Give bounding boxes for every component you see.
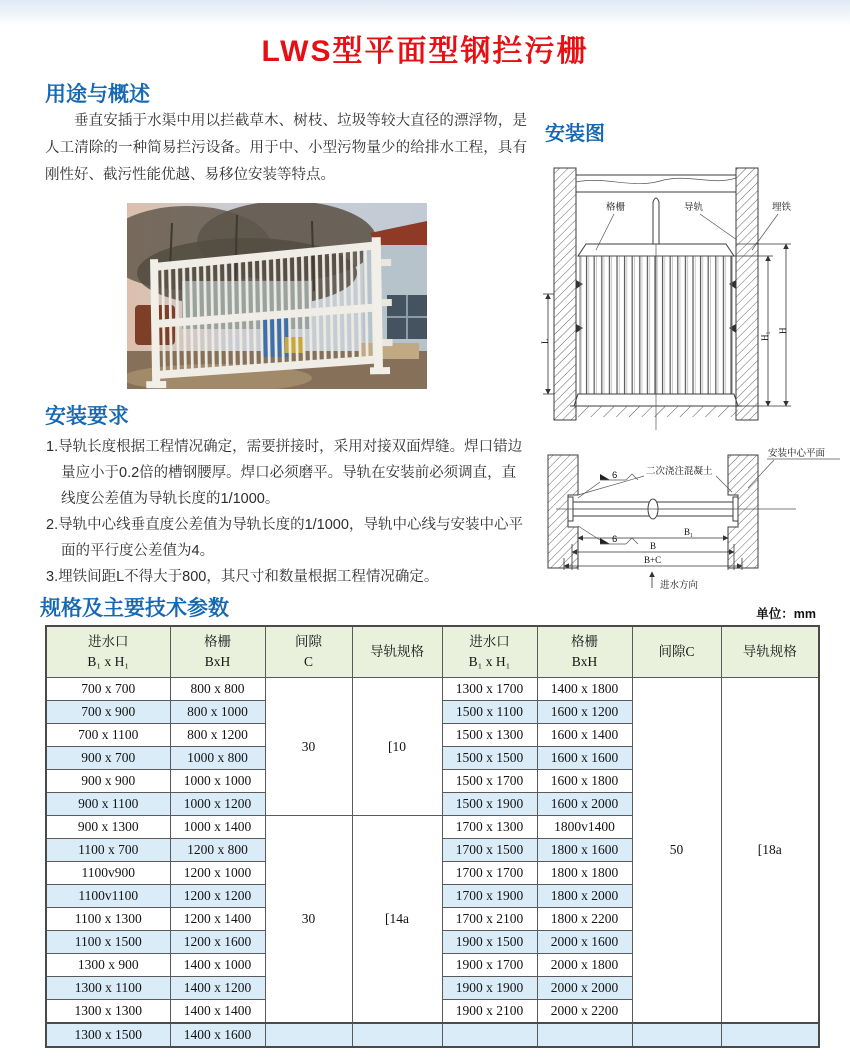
spec-row	[46, 678, 819, 701]
section-heading-installation-diagram: 安装图	[545, 123, 605, 145]
plan-dim-bc: B+C	[644, 555, 662, 565]
spec-cell: 700 x 1100	[46, 724, 170, 747]
spec-cell: 1400 x 1000	[170, 954, 265, 977]
unit-label: 单位：mm	[756, 607, 816, 621]
spec-cell	[352, 1023, 442, 1047]
spec-cell	[632, 1023, 721, 1047]
spec-cell: 1000 x 1000	[170, 770, 265, 793]
spec-cell: 50	[632, 678, 721, 1024]
col-header-inlet-left: 进水口 B₁ x H₁	[46, 626, 170, 678]
spec-cell: 1200 x 1000	[170, 862, 265, 885]
spec-cell: 1600 x 1400	[537, 724, 632, 747]
elevation-dim-h1: H₁	[760, 331, 770, 341]
installation-elevation-diagram	[540, 162, 848, 434]
specs-header-row	[46, 626, 819, 678]
spec-cell: 1700 x 1900	[442, 885, 537, 908]
plan-dim-b1: B₁	[684, 527, 694, 537]
spec-cell: 1500 x 1500	[442, 747, 537, 770]
requirement-item: 2.导轨中心线垂直度公差值为导轨长度的1/1000，导轨中心线与安装中心平面的平行度公差值为4。	[46, 517, 523, 560]
spec-row	[46, 1023, 819, 1047]
spec-cell: 1900 x 1700	[442, 954, 537, 977]
spec-cell: 1200 x 1400	[170, 908, 265, 931]
top-band-decoration	[0, 0, 850, 26]
spec-cell: 1600 x 1200	[537, 701, 632, 724]
plan-label-center-plane: 安装中心平面	[768, 448, 826, 459]
spec-cell: 1800v1400	[537, 816, 632, 839]
spec-cell: 1200 x 1200	[170, 885, 265, 908]
section-heading-overview: 用途与概述	[45, 83, 150, 106]
spec-cell: 900 x 1100	[46, 793, 170, 816]
col-header-grille-right: 格栅 BxH	[537, 626, 632, 678]
spec-cell: 1300 x 1500	[46, 1023, 170, 1047]
requirement-item: 3.埋铁间距L不得大于800，其尺寸和数量根据工程情况确定。	[46, 569, 439, 586]
page-title: LWS型平面型钢拦污栅	[261, 35, 589, 68]
requirements-list	[46, 434, 524, 591]
spec-cell: 1400 x 1400	[170, 1000, 265, 1024]
spec-cell: 1500 x 1900	[442, 793, 537, 816]
spec-cell: 1600 x 2000	[537, 793, 632, 816]
spec-cell: 1300 x 1100	[46, 977, 170, 1000]
spec-cell: 1300 x 900	[46, 954, 170, 977]
spec-cell: 1700 x 2100	[442, 908, 537, 931]
spec-cell: 1800 x 1800	[537, 862, 632, 885]
product-photo	[127, 203, 427, 389]
spec-cell	[265, 1023, 352, 1047]
elevation-dim-h: H	[778, 327, 788, 334]
spec-cell: 1100v1100	[46, 885, 170, 908]
section-heading-specs: 规格及主要技术参数	[40, 597, 229, 620]
spec-cell: 1700 x 1500	[442, 839, 537, 862]
elevation-label-embedded-iron: 埋铁	[772, 202, 792, 213]
col-header-gap-left: 间隙 C	[265, 626, 352, 678]
spec-cell: 1900 x 1900	[442, 977, 537, 1000]
spec-cell: 1000 x 1200	[170, 793, 265, 816]
elevation-label-grille: 格栅	[606, 202, 626, 213]
spec-cell: 1500 x 1300	[442, 724, 537, 747]
spec-cell: 700 x 700	[46, 678, 170, 701]
elevation-dim-l: L	[540, 338, 550, 344]
spec-cell: 1900 x 1500	[442, 931, 537, 954]
spec-cell: 2000 x 1800	[537, 954, 632, 977]
installation-plan-diagram	[534, 440, 846, 598]
plan-label-flow-direction: 进水方向	[660, 580, 699, 591]
spec-cell	[721, 1023, 819, 1047]
spec-cell: [14a	[352, 816, 442, 1024]
col-header-rail-right: 导轨规格	[721, 626, 819, 678]
spec-cell: 1400 x 1800	[537, 678, 632, 701]
spec-cell: 1000 x 1400	[170, 816, 265, 839]
plan-weld-size-2: 6	[612, 534, 618, 545]
col-header-inlet-right: 进水口 B₁ x H₁	[442, 626, 537, 678]
spec-cell: 1800 x 2200	[537, 908, 632, 931]
requirement-item: 1.导轨长度根据工程情况确定，需要拼接时，采用对接双面焊缝。焊口错边量应小于0.2倍的槽钢腰厚。焊口必须磨平。导轨在安装前必须调直，直线度公差值为导轨长度的1/1000。	[46, 439, 523, 508]
spec-cell: [10	[352, 678, 442, 816]
spec-cell: 800 x 1000	[170, 701, 265, 724]
spec-cell: 1700 x 1300	[442, 816, 537, 839]
spec-cell: 800 x 800	[170, 678, 265, 701]
spec-cell: 1800 x 2000	[537, 885, 632, 908]
spec-cell: 1200 x 800	[170, 839, 265, 862]
spec-cell: 1700 x 1700	[442, 862, 537, 885]
elevation-label-guide-rail: 导轨	[684, 202, 704, 213]
spec-cell: 1300 x 1300	[46, 1000, 170, 1024]
spec-cell: 1000 x 800	[170, 747, 265, 770]
spec-cell: 1500 x 1700	[442, 770, 537, 793]
spec-cell: 1400 x 1200	[170, 977, 265, 1000]
col-header-rail-left: 导轨规格	[352, 626, 442, 678]
spec-cell: 1600 x 1800	[537, 770, 632, 793]
spec-cell	[442, 1023, 537, 1047]
col-header-gap-right: 间隙C	[632, 626, 721, 678]
spec-cell: 1100v900	[46, 862, 170, 885]
spec-cell: 800 x 1200	[170, 724, 265, 747]
spec-cell: 1900 x 2100	[442, 1000, 537, 1024]
spec-cell: 1400 x 1600	[170, 1023, 265, 1047]
spec-cell: 30	[265, 816, 352, 1024]
spec-cell: 2000 x 2000	[537, 977, 632, 1000]
spec-cell: [18a	[721, 678, 819, 1024]
plan-dim-b: B	[650, 541, 657, 551]
plan-label-secondary-concrete: 二次浇注混凝土	[646, 466, 713, 477]
col-header-grille-left: 格栅 BxH	[170, 626, 265, 678]
plan-weld-size: 6	[612, 470, 618, 481]
spec-cell	[537, 1023, 632, 1047]
spec-cell: 900 x 1300	[46, 816, 170, 839]
overview-paragraph: 垂直安插于水渠中用以拦截草木、树枝、垃圾等较大直径的漂浮物，是人工清除的一种简易拦污设备。用于中、小型污物量少的给排水工程，具有刚性好、截污性能优越、易移位安装等特点。	[45, 113, 527, 183]
specs-table	[45, 625, 820, 1048]
section-heading-requirements: 安装要求	[45, 405, 129, 428]
spec-cell: 1100 x 1300	[46, 908, 170, 931]
spec-cell: 900 x 700	[46, 747, 170, 770]
spec-cell: 2000 x 1600	[537, 931, 632, 954]
spec-cell: 1300 x 1700	[442, 678, 537, 701]
spec-cell: 900 x 900	[46, 770, 170, 793]
spec-cell: 2000 x 2200	[537, 1000, 632, 1024]
spec-cell: 700 x 900	[46, 701, 170, 724]
spec-cell: 1600 x 1600	[537, 747, 632, 770]
spec-cell: 1100 x 1500	[46, 931, 170, 954]
spec-cell: 1500 x 1100	[442, 701, 537, 724]
spec-cell: 1800 x 1600	[537, 839, 632, 862]
spec-cell: 1100 x 700	[46, 839, 170, 862]
spec-cell: 30	[265, 678, 352, 816]
spec-cell: 1200 x 1600	[170, 931, 265, 954]
